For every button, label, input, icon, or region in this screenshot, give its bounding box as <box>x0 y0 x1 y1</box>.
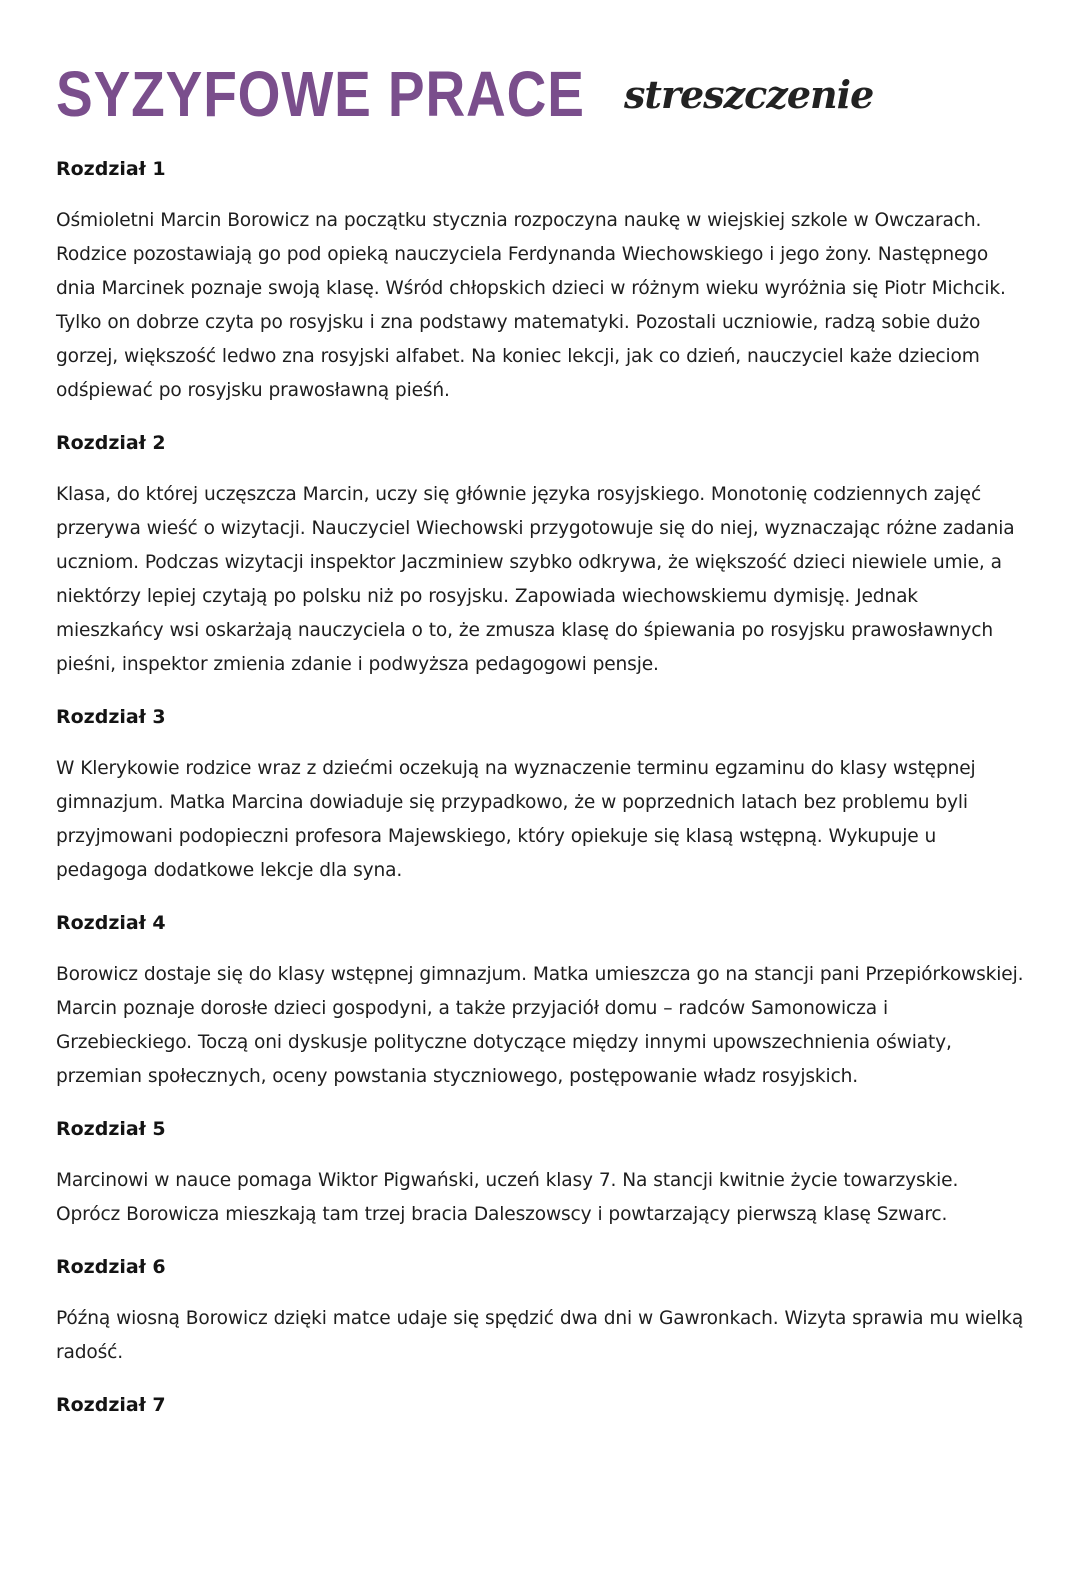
chapter-heading: Rozdział 2 <box>56 432 166 454</box>
chapter-summary: W Klerykowie rodzice wraz z dziećmi oczekują na wyznaczenie terminu egzaminu do klasy wstępnej gimnazjum. Matka Marcina dowiaduje się przypadkowo, że w poprzednich latach bez problemu byli przyjmowani podopieczni profesora Majewskiego, który opiekuje się klasą wstępną. Wykupuje u pedagoga dodatkowe lekcje dla syna. <box>56 758 976 881</box>
chapter-heading: Rozdział 1 <box>56 158 166 180</box>
chapter-heading: Rozdział 5 <box>56 1118 166 1140</box>
chapter-heading: Rozdział 3 <box>56 706 166 728</box>
chapter-heading: Rozdział 7 <box>56 1394 166 1416</box>
chapter-summary: Klasa, do której uczęszcza Marcin, uczy się głównie języka rosyjskiego. Monotonię codziennych zajęć przerywa wieść o wizytacji. Nauczyciel Wiechowski przygotowuje się do niej, wyznaczając różne zadania uczniom. Podczas wizytacji inspektor Jaczminiew szybko odkrywa, że większość dzieci niewiele umie, a niektórzy lepiej czytają po polsku niż po rosyjsku. Zapowiada wiechowskiemu dymisję. Jednak mieszkańcy wsi oskarżają nauczyciela o to, że zmusza klasę do śpiewania po rosyjsku prawosławnych pieśni, inspektor zmienia zdanie i podwyższa pedagogowi pensje. <box>56 484 1015 675</box>
chapter-4 <box>56 908 1024 1094</box>
chapter-summary: Borowicz dostaje się do klasy wstępnej gimnazjum. Matka umieszcza go na stancji pani Przepiórkowskiej. Marcin poznaje dorosłe dzieci gospodyni, a także przyjaciół domu – radców Samonowicza i Grzebieckiego. Toczą oni dyskusje polityczne dotyczące między innymi upowszechnienia oświaty, przemian społecznych, oceny powstania styczniowego, postępowanie władz rosyjskich. <box>56 964 1024 1087</box>
chapter-list <box>56 154 1024 1420</box>
document-title: SYZYFOWE PRACE <box>56 58 585 130</box>
chapter-2 <box>56 428 1024 682</box>
chapter-heading: Rozdział 6 <box>56 1256 166 1278</box>
chapter-5 <box>56 1114 1024 1232</box>
document-header <box>56 58 1024 148</box>
document-subtitle: streszczenie <box>624 72 874 117</box>
chapter-1 <box>56 154 1024 408</box>
chapter-summary: Ośmioletni Marcin Borowicz na początku stycznia rozpoczyna naukę w wiejskiej szkole w Owczarach. Rodzice pozostawiają go pod opieką nauczyciela Ferdynanda Wiechowskiego i jego żony. Następnego dnia Marcinek poznaje swoją klasę. Wśród chłopskich dzieci w różnym wieku wyróżnia się Piotr Michcik. Tylko on dobrze czyta po rosyjsku i zna podstawy matematyki. Pozostali uczniowie, radzą sobie dużo gorzej, większość ledwo zna rosyjski alfabet. Na koniec lekcji, jak co dzień, nauczyciel każe dzieciom odśpiewać po rosyjsku prawosławną pieśń. <box>56 210 1006 401</box>
chapter-summary: Marcinowi w nauce pomaga Wiktor Pigwański, uczeń klasy 7. Na stancji kwitnie życie towarzyskie. Oprócz Borowicza mieszkają tam trzej bracia Daleszowscy i powtarzający pierwszą klasę Szwarc. <box>56 1170 959 1225</box>
chapter-7 <box>56 1390 1024 1420</box>
chapter-3 <box>56 702 1024 888</box>
chapter-summary: Późną wiosną Borowicz dzięki matce udaje się spędzić dwa dni w Gawronkach. Wizyta sprawia mu wielką radość. <box>56 1308 1024 1363</box>
chapter-6 <box>56 1252 1024 1370</box>
chapter-heading: Rozdział 4 <box>56 912 166 934</box>
